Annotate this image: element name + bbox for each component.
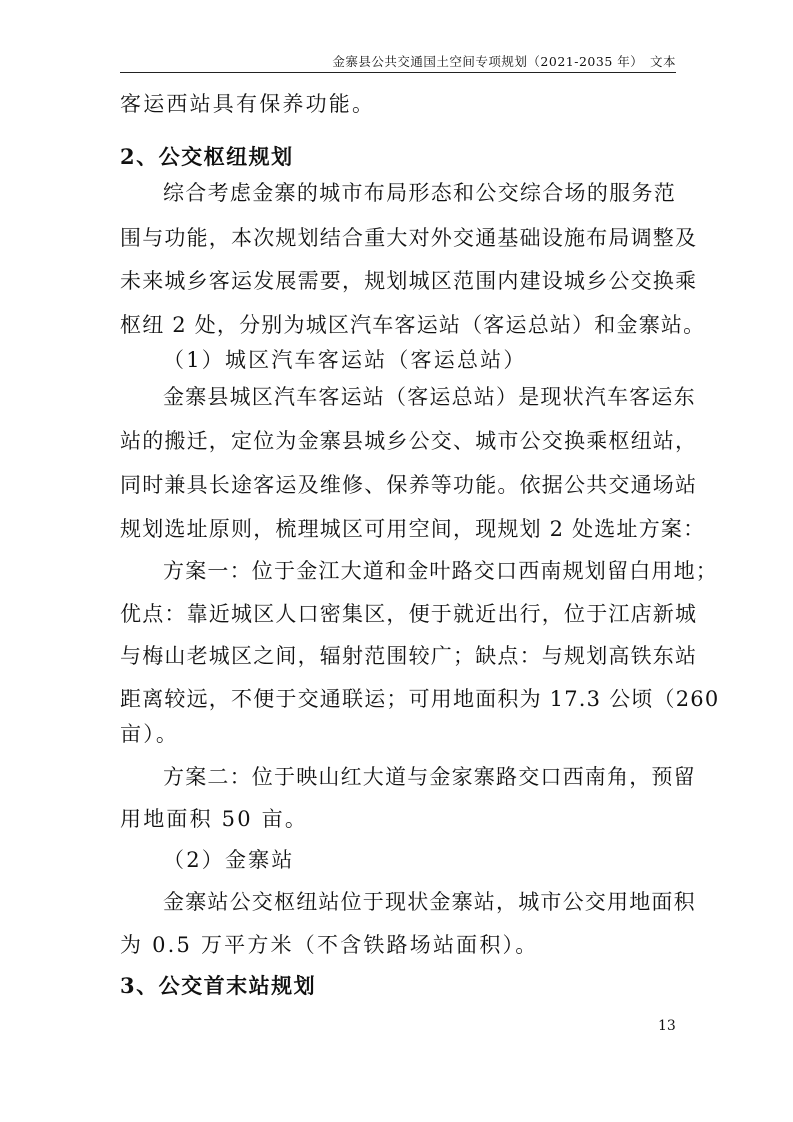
section-heading: 3、公交首末站规划 [120, 973, 317, 998]
paragraph-line: 优点：靠近城区人口密集区，便于就近出行，位于江店新城 [120, 602, 698, 626]
paragraph-line: 未来城乡客运发展需要，规划城区范围内建设城乡公交换乘 [120, 269, 698, 293]
paragraph-line: 同时兼具长途客运及维修、保养等功能。依据公共交通场站 [120, 473, 698, 497]
paragraph-line: 综合考虑金寨的城市布局形态和公交综合场的服务范 [163, 181, 676, 205]
paragraph-line: 站的搬迁，定位为金寨县城乡公交、城市公交换乘枢纽站， [120, 429, 698, 453]
paragraph-line: 客运西站具有保养功能。 [120, 92, 376, 116]
subsection-heading: （2）金寨站 [163, 848, 295, 872]
paragraph-line: 用地面积 50 亩。 [120, 807, 309, 831]
paragraph-line: 为 0.5 万平方米（不含铁路场站面积）。 [120, 933, 539, 957]
paragraph-line: 距离较远，不便于交通联运；可用地面积为 17.3 公顷（260 [120, 687, 720, 711]
section-heading: 2、公交枢纽规划 [120, 144, 294, 169]
page-header [120, 50, 676, 73]
paragraph-line: 方案二：位于映山红大道与金家寨路交口西南角，预留 [163, 765, 696, 789]
paragraph-line: 与梅山老城区之间，辐射范围较广；缺点：与规划高铁东站 [120, 644, 698, 668]
paragraph-line: 枢纽 2 处，分别为城区汽车客运站（客运总站）和金寨站。 [120, 313, 706, 337]
paragraph-line: 围与功能，本次规划结合重大对外交通基础设施布局调整及 [120, 226, 698, 250]
header-title: 金寨县公共交通国土空间专项规划（2021-2035 年） 文本 [332, 54, 676, 69]
subsection-heading: （1）城区汽车客运站（客运总站） [163, 348, 527, 372]
paragraph-line: 规划选址原则，梳理城区可用空间，现规划 2 处选址方案： [120, 517, 706, 541]
paragraph-line: 亩）。 [120, 722, 180, 746]
paragraph-line: 金寨站公交枢纽站位于现状金寨站，城市公交用地面积 [163, 890, 696, 914]
paragraph-line: 金寨县城区汽车客运站（客运总站）是现状汽车客运东 [163, 385, 696, 409]
page-number: 13 [658, 1018, 676, 1034]
paragraph-line: 方案一：位于金江大道和金叶路交口西南规划留白用地； [163, 559, 718, 583]
